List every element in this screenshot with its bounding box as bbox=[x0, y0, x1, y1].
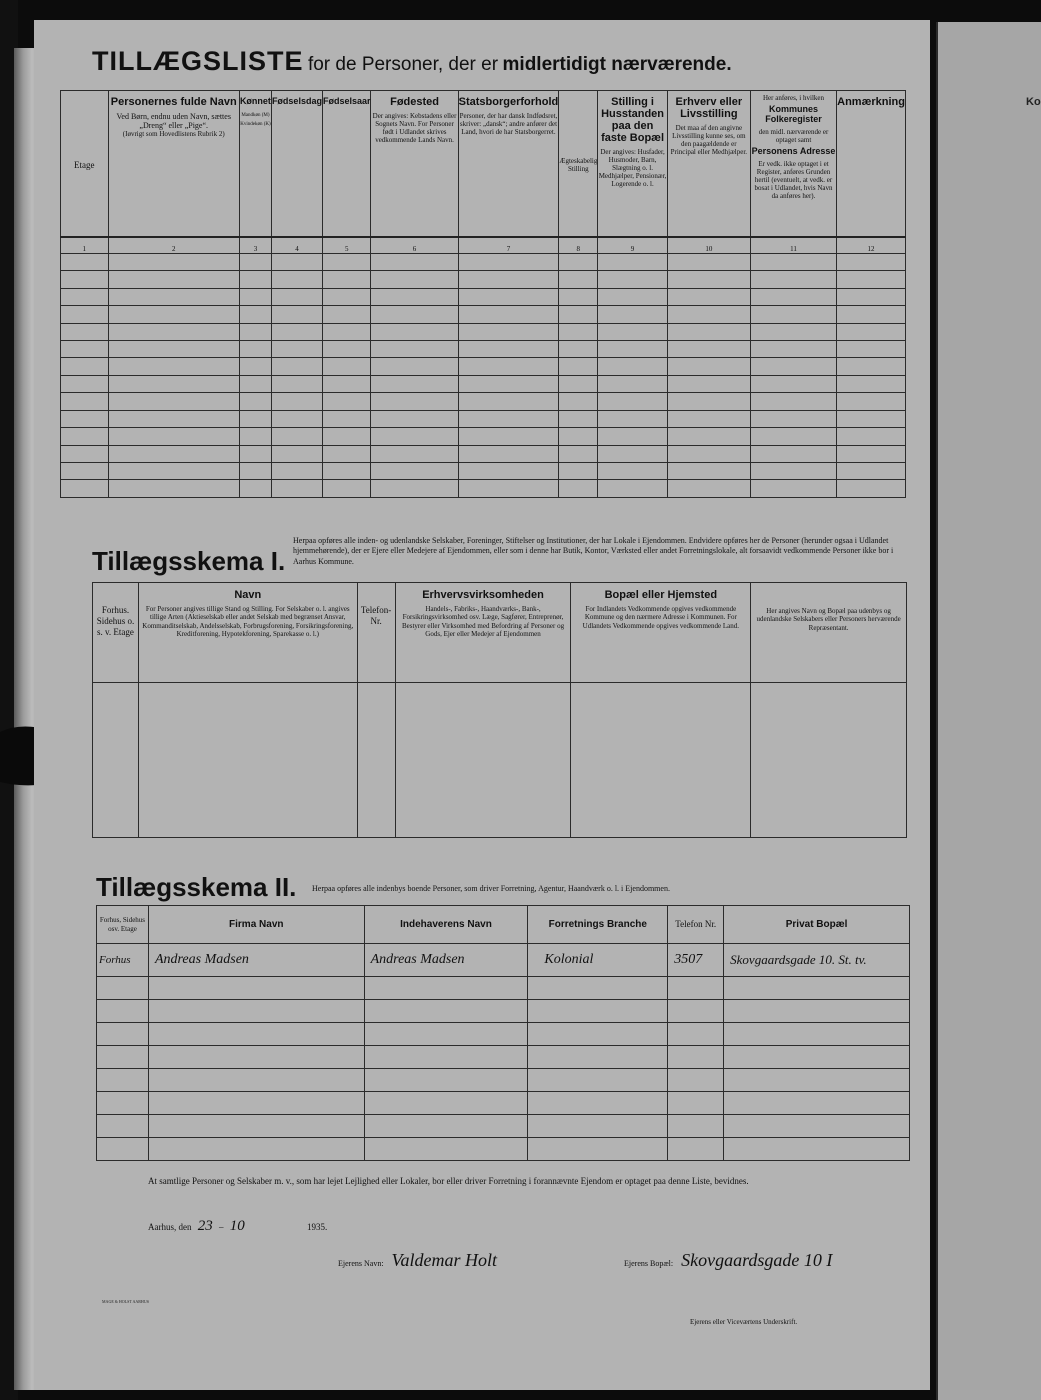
skema1-title: Tillægsskema I. bbox=[92, 546, 286, 576]
skema1-col-erhverv: Erhvervsvirksomheden Handels-, Fabriks-, Haandværks-, Bank-, Forsikringsvirksomhed osv. Læge, Sagfører, Entreprenør, Bestyrer eller Virksomhed med Befordring af Personer og Gods, Ejer eller Medejer af Ejendommen bbox=[395, 583, 571, 683]
col-anmaerkning: Anmærkning bbox=[837, 91, 906, 237]
col-erhverv: Erhverv eller Livsstilling Det maa af den angivne Livsstilling kunne ses, om den paagældende er Principal eller Medhjælper. bbox=[667, 91, 750, 237]
skema2-col-bopael: Privat Bopæl bbox=[724, 906, 910, 944]
skema2-title: Tillægsskema II. bbox=[96, 872, 297, 902]
row-telefon: 3507 bbox=[668, 944, 724, 977]
skema2-col-indehaver: Indehaverens Navn bbox=[364, 906, 528, 944]
tillaegsliste-rows bbox=[61, 253, 906, 497]
row-firma: Andreas Madsen bbox=[148, 944, 364, 977]
skema2-row bbox=[97, 944, 910, 977]
col-statsborger: Statsborgerforhold Personer, der har dansk Indfødsret, skriver: „dansk“; andre anfører det Land, hvori de har Statsborgerret. bbox=[458, 91, 559, 237]
skema1-body bbox=[93, 683, 907, 838]
skema1-col-navn: Navn For Personer angives tillige Stand og Stilling. For Selskaber o. l. angives tillige Arten (Aktieselskab eller andet Selskab med begrænset Ansvar, Kommanditselskab, Andelsselskab, Forbrugsforening, Forsikringsforening, Kreditforening, Hypotekforening, Sparekasse o. l.) bbox=[138, 583, 357, 683]
skema1-description: Herpaa opføres alle inden- og udenlandske Selskaber, Foreninger, Stiftelser og Institutioner, der har Lokale i Ejendommen. Endvidere opføres her de Personer (herunder ogsaa i Udlandet hjemmehørende), der er Ejere eller Medejere af Ejendommen, eller som i denne har Butik, Kontor, Værksted eller andet Forretningslokale, alt forsaavidt vedkommende Personer ikke bor i Aarhus Kommune. bbox=[293, 536, 894, 566]
skema1-col-telefon: Telefon-Nr. bbox=[357, 583, 395, 683]
owner-address-line bbox=[624, 1250, 832, 1271]
row-bopael: Skovgaardsgade 10. St. tv. bbox=[724, 944, 910, 977]
col-stilling: Stilling i Husstanden paa den faste Bopæl Der angives: Husfader, Husmoder, Barn, Slægtning o. l. Medhjælper, Pensionær, Logerende o. l. bbox=[598, 91, 667, 237]
title-main: TILLÆGSLISTE bbox=[92, 46, 304, 76]
owner-name: Valdemar Holt bbox=[391, 1250, 498, 1270]
date-day: 23 bbox=[197, 1218, 213, 1234]
skema2-col-etage: Forhus, Sidehus osv. Etage bbox=[97, 906, 149, 944]
col-navn: Personernes fulde Navn Ved Børn, endnu uden Navn, sættes „Dreng“ eller „Pige“. (Iøvrigt som Hovedlistens Rubrik 2) bbox=[108, 91, 239, 237]
skema2-header bbox=[97, 906, 910, 944]
skema2-description: Herpaa opføres alle indenbys boende Personer, som driver Forretning, Agentur, Haandværk o. l. i Ejendommen. bbox=[312, 884, 670, 893]
owner-name-label: Ejerens Navn: bbox=[338, 1259, 384, 1268]
skema1-col-repraesentant: Her angives Navn og Bopæl paa udenbys og udenlandske Selskabers eller Personers herværende Repræsentant. bbox=[751, 583, 907, 683]
tillaegsliste-table bbox=[60, 90, 906, 498]
facing-page bbox=[936, 22, 1041, 1400]
place-label: Aarhus, den bbox=[148, 1222, 192, 1232]
title-middle: for de Personer, der er bbox=[307, 54, 499, 75]
col-folkeregister: Her anføres, i hvilken Kommunes Folkeregister den midl. nærværende er optaget samt Personens Adresse Er vedk. ikke optaget i et Register, anføres Grunden hertil (eventuelt, at vedk. er bosat i Udlandet, hvis Navn da anføres her). bbox=[750, 91, 836, 237]
col-foedselsdag: Fødselsdag bbox=[271, 91, 322, 237]
header-row bbox=[61, 91, 906, 237]
owner-name-line bbox=[338, 1250, 497, 1271]
date-month: 10 bbox=[229, 1218, 245, 1234]
col-aegteskab: Ægteskabelig Stilling bbox=[559, 91, 598, 237]
skema2-col-firma: Firma Navn bbox=[148, 906, 364, 944]
title-emphasis: midlertidigt nærværende. bbox=[502, 54, 732, 75]
attestation-statement: At samtlige Personer og Selskaber m. v., som har lejet Lejlighed eller Lokaler, bor eller driver Forretning i forannævnte Ejendom er optaget paa denne Liste, bevidnes. bbox=[148, 1176, 749, 1186]
skema2-col-telefon: Telefon Nr. bbox=[668, 906, 724, 944]
date-year: 1935. bbox=[307, 1222, 328, 1232]
col-koennet: Kønnet Mandkøn (M) Kvindekøn (K) bbox=[239, 91, 271, 237]
skema2-col-branche: Forretnings Branche bbox=[528, 906, 668, 944]
col-foedested: Fødested Der angives: Kebstadens eller Sognets Navn. For Personer født i Udlandet skrives vedkommende Lands Navn. bbox=[371, 91, 458, 237]
owner-address-label: Ejerens Bopæl: bbox=[624, 1259, 674, 1268]
row-branche: Kolonial bbox=[528, 944, 668, 977]
row-indehaver: Andreas Madsen bbox=[364, 944, 528, 977]
column-numbers: 1 2 3 4 5 6 7 8 9 10 11 12 bbox=[61, 237, 906, 254]
tillaegsliste-title bbox=[92, 46, 922, 77]
signature-note: Ejerens eller Viceværtens Underskrift. bbox=[690, 1318, 798, 1326]
owner-address: Skovgaardsgade 10 I bbox=[681, 1250, 833, 1270]
skema1-col-etage: Forhus. Sidehus o. s. v. Etage bbox=[93, 583, 139, 683]
skema1-table bbox=[92, 582, 907, 838]
date-line: Aarhus, den 23 – 10 1935. bbox=[148, 1218, 328, 1234]
col-foedselsaar: Fødselsaar bbox=[322, 91, 371, 237]
col-etage: Etage bbox=[61, 91, 109, 237]
skema1-col-bopael: Bopæl eller Hjemsted For Indlandets Vedkommende opgives vedkommende Kommune og den nærmere Adresse i Kommunen. For Udlandets Vedkommende opgives vedkommende Land. bbox=[571, 583, 751, 683]
skema1-header bbox=[93, 583, 907, 683]
skema2-table bbox=[96, 905, 910, 1161]
facing-page-text: Ko bbox=[1026, 96, 1041, 108]
printer-mark: MAGE & HOLST AARHUS bbox=[102, 1299, 149, 1304]
row-etage: Forhus bbox=[97, 944, 149, 977]
